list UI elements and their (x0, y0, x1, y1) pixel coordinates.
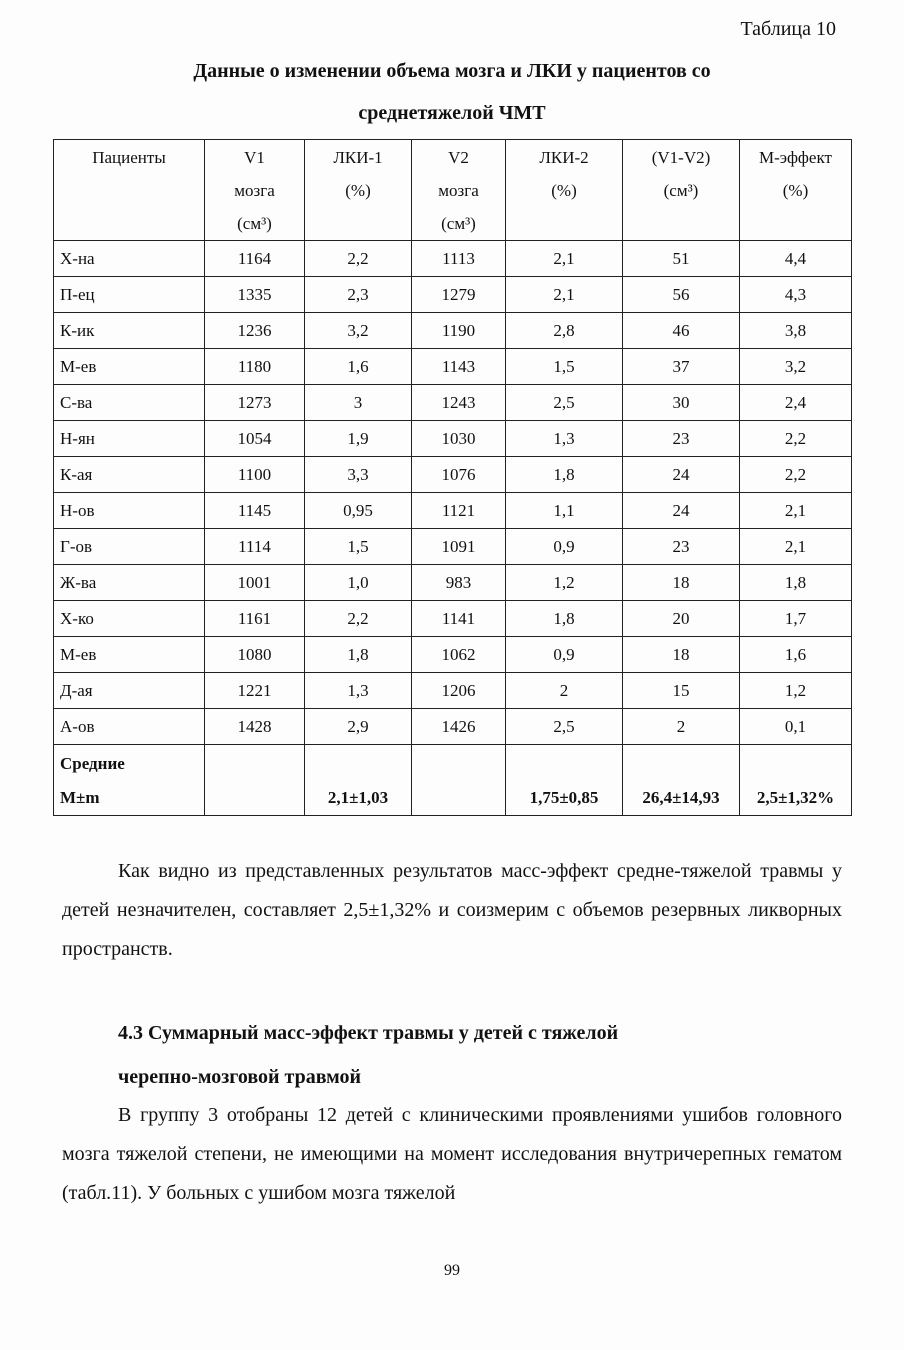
table-cell: 1335 (205, 277, 305, 313)
section-heading-line-2: черепно-мозговой травмой (118, 1066, 362, 1088)
table-cell: 0,9 (506, 637, 623, 673)
table-cell: 4,4 (740, 241, 852, 277)
table-cell: 1,5 (305, 529, 412, 565)
section-heading (118, 1011, 618, 1099)
table-cell: 2,2 (740, 421, 852, 457)
table-cell: 1,0 (305, 565, 412, 601)
table-row (54, 565, 852, 601)
column-header-line: (%) (551, 181, 577, 200)
table-header-row (54, 140, 852, 241)
table-cell: 24 (623, 493, 740, 529)
column-header-line: Пациенты (92, 148, 166, 167)
table-cell: 1,1 (506, 493, 623, 529)
table-cell: 2,9 (305, 709, 412, 745)
table-cell: 1206 (412, 673, 506, 709)
table-cell: 3,3 (305, 457, 412, 493)
table-cell: 1426 (412, 709, 506, 745)
table-cell: 1054 (205, 421, 305, 457)
table-cell: 2 (506, 673, 623, 709)
column-header-line (311, 207, 405, 240)
mean-cell: 2,1±1,03 (305, 745, 412, 816)
table-cell: 1,2 (740, 673, 852, 709)
column-header-line: (см³) (663, 181, 699, 200)
table-cell: 1164 (205, 241, 305, 277)
table-cell: 24 (623, 457, 740, 493)
mean-label-line: M±m (60, 788, 100, 807)
mean-label-line: Средние (60, 754, 125, 773)
column-header-line: ЛКИ-2 (539, 148, 589, 167)
table-row (54, 637, 852, 673)
table-cell: 1062 (412, 637, 506, 673)
table-cell: 23 (623, 421, 740, 457)
mean-cell (205, 745, 305, 816)
mean-cell: 2,5±1,32% (740, 745, 852, 816)
table-cell: 2 (623, 709, 740, 745)
table-cell: 1,8 (506, 457, 623, 493)
section-heading-line-1: 4.3 Суммарный масс-эффект травмы у детей с тяжелой (118, 1022, 619, 1044)
table-cell: 1,3 (506, 421, 623, 457)
table-cell: 1,5 (506, 349, 623, 385)
table-cell: 2,1 (740, 493, 852, 529)
table-cell: 1091 (412, 529, 506, 565)
table-cell: 1113 (412, 241, 506, 277)
mean-cell: 26,4±14,93 (623, 745, 740, 816)
table-row (54, 277, 852, 313)
table-cell: 1114 (205, 529, 305, 565)
column-header-line: (%) (782, 181, 809, 200)
column-header-line (512, 207, 616, 240)
column-header (506, 140, 623, 241)
table-cell: 1145 (205, 493, 305, 529)
table-row (54, 601, 852, 637)
column-header-line (629, 207, 733, 240)
patient-cell: Д-ая (54, 673, 205, 709)
table-cell: 1,8 (305, 637, 412, 673)
table-cell: 1100 (205, 457, 305, 493)
table-row (54, 385, 852, 421)
table-row (54, 493, 852, 529)
table-cell: 15 (623, 673, 740, 709)
patient-cell: Н-ян (54, 421, 205, 457)
table-row (54, 313, 852, 349)
column-header (305, 140, 412, 241)
table-cell: 3 (305, 385, 412, 421)
table-cell: 1,7 (740, 601, 852, 637)
table-cell: 0,9 (506, 529, 623, 565)
table-cell: 1076 (412, 457, 506, 493)
column-header-line (746, 207, 845, 240)
table-cell: 37 (623, 349, 740, 385)
table-cell: 1,6 (740, 637, 852, 673)
table-cell: 1080 (205, 637, 305, 673)
table-cell: 2,4 (740, 385, 852, 421)
patient-cell: П-ец (54, 277, 205, 313)
mean-cell: 1,75±0,85 (506, 745, 623, 816)
table-cell: 1143 (412, 349, 506, 385)
table-cell: 2,1 (506, 277, 623, 313)
mean-cell (412, 745, 506, 816)
column-header-line: мозга (234, 181, 275, 200)
paragraph-group3: В группу 3 отобраны 12 детей с клиническими проявлениями ушибов головного мозга тяжелой степени, не имеющими на момент исследования внутричерепных гематом (табл.11). У больных с ушибом мозга тяжелой (62, 1104, 842, 1204)
data-table (53, 139, 852, 816)
table-cell: 1030 (412, 421, 506, 457)
table-cell: 2,3 (305, 277, 412, 313)
column-header-line: (V1-V2) (651, 148, 711, 167)
table-cell: 983 (412, 565, 506, 601)
patient-cell: К-ая (54, 457, 205, 493)
table-cell: 18 (623, 565, 740, 601)
patient-cell: К-ик (54, 313, 205, 349)
column-header (205, 140, 305, 241)
table-cell: 4,3 (740, 277, 852, 313)
table-cell: 1279 (412, 277, 506, 313)
table-cell: 2,8 (506, 313, 623, 349)
column-header (740, 140, 852, 241)
table-cell: 1161 (205, 601, 305, 637)
table-cell: 1273 (205, 385, 305, 421)
table-cell: 1141 (412, 601, 506, 637)
table-cell: 1001 (205, 565, 305, 601)
table-cell: 1,6 (305, 349, 412, 385)
table-cell: 2,5 (506, 709, 623, 745)
table-cell: 1,8 (740, 565, 852, 601)
table-cell: 18 (623, 637, 740, 673)
table-cell: 3,2 (305, 313, 412, 349)
patient-cell: М-ев (54, 349, 205, 385)
table-cell: 2,1 (506, 241, 623, 277)
table-cell: 56 (623, 277, 740, 313)
column-header-line: V2 (448, 148, 469, 167)
table-title-line-2: среднетяжелой ЧМТ (358, 102, 546, 124)
table-cell: 2,5 (506, 385, 623, 421)
table-cell: 1243 (412, 385, 506, 421)
table-cell: 1121 (412, 493, 506, 529)
column-header (623, 140, 740, 241)
table-cell: 1,8 (506, 601, 623, 637)
table-row (54, 673, 852, 709)
column-header-line: М-эффект (759, 148, 832, 167)
page-number: 99 (444, 1262, 460, 1279)
table-cell: 2,2 (740, 457, 852, 493)
table-row (54, 349, 852, 385)
table-cell: 3,2 (740, 349, 852, 385)
mean-row (54, 745, 852, 816)
table-row (54, 421, 852, 457)
table-cell: 3,8 (740, 313, 852, 349)
table-cell: 23 (623, 529, 740, 565)
table-cell: 0,95 (305, 493, 412, 529)
patient-cell: Х-на (54, 241, 205, 277)
table-row (54, 709, 852, 745)
table-cell: 1221 (205, 673, 305, 709)
table-cell: 1,3 (305, 673, 412, 709)
table-cell: 1180 (205, 349, 305, 385)
patient-cell: Г-ов (54, 529, 205, 565)
table-cell: 30 (623, 385, 740, 421)
table-cell: 1236 (205, 313, 305, 349)
table-cell: 46 (623, 313, 740, 349)
table-cell: 20 (623, 601, 740, 637)
column-header (54, 140, 205, 241)
table-row (54, 529, 852, 565)
table-cell: 51 (623, 241, 740, 277)
column-header (412, 140, 506, 241)
mean-label-cell (54, 745, 205, 816)
table-label: Таблица 10 (740, 18, 836, 40)
table-cell: 1,2 (506, 565, 623, 601)
table-cell: 0,1 (740, 709, 852, 745)
column-header-line (60, 207, 198, 240)
table-cell: 1428 (205, 709, 305, 745)
patient-cell: А-ов (54, 709, 205, 745)
column-header-line: ЛКИ-1 (333, 148, 383, 167)
column-header-line: мозга (438, 181, 479, 200)
column-header-line (60, 174, 198, 207)
table-cell: 2,2 (305, 601, 412, 637)
patient-cell: Х-ко (54, 601, 205, 637)
column-header-line: (%) (345, 181, 371, 200)
patient-cell: М-ев (54, 637, 205, 673)
column-header-line: (см³) (441, 214, 476, 233)
patient-cell: Н-ов (54, 493, 205, 529)
table-row (54, 457, 852, 493)
paragraph-conclusion: Как видно из представленных результатов масс-эффект средне-тяжелой травмы у детей незначителен, составляет 2,5±1,32% и соизмерим с объемов резервных ликворных пространств. (62, 860, 842, 960)
table-cell: 2,2 (305, 241, 412, 277)
column-header-line: V1 (244, 148, 265, 167)
table-cell: 2,1 (740, 529, 852, 565)
table-cell: 1190 (412, 313, 506, 349)
table-title-line-1: Данные о изменении объема мозга и ЛКИ у пациентов со (193, 60, 711, 82)
table-cell: 1,9 (305, 421, 412, 457)
column-header-line: (см³) (237, 214, 272, 233)
table-row (54, 241, 852, 277)
patient-cell: С-ва (54, 385, 205, 421)
patient-cell: Ж-ва (54, 565, 205, 601)
